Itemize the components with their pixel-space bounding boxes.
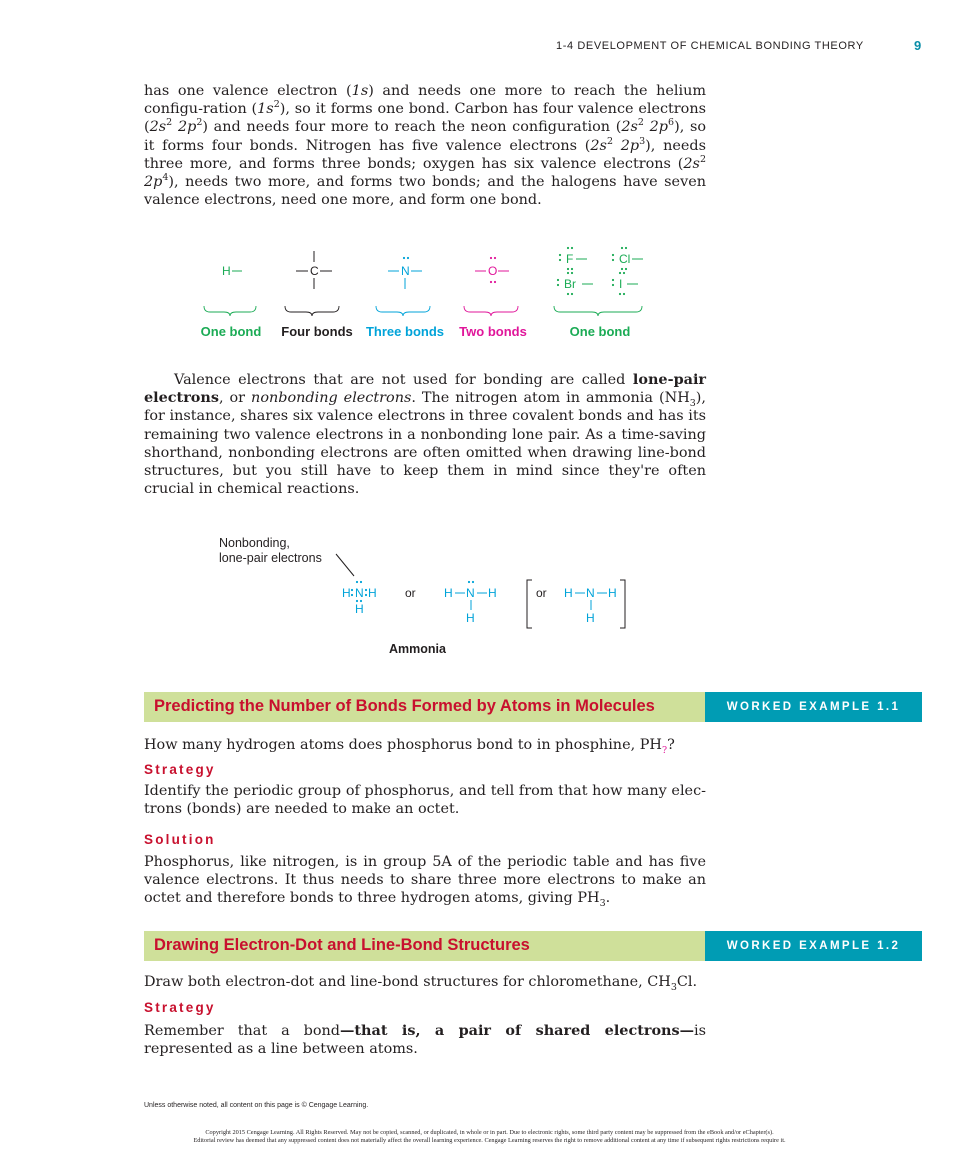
- bracket-left: [527, 580, 532, 628]
- or-2: or: [536, 586, 547, 600]
- worked-example-2-tag: WORKED EXAMPLE 1.2: [705, 931, 922, 961]
- halogen-structures: [557, 247, 643, 295]
- label-one-bond-h: One bond: [200, 324, 262, 339]
- example-2-strategy-heading: Strategy: [144, 1000, 216, 1015]
- group-braces: [204, 306, 642, 316]
- copyright-line-1: Copyright 2015 Cengage Learning. All Rights Reserved. May not be copied, scanned, or duplicated, in whole or in part. Due to electronic rights, some third party content may be suppressed from the eBook and/or eChapter(s).: [205, 1129, 774, 1136]
- example-2-question: Draw both electron-dot and line-bond structures for chloromethane, $CH_3Cl$.: [144, 974, 698, 993]
- hydrogen-structure: [222, 264, 242, 278]
- label-one-bond-halogen: One bond: [569, 324, 631, 339]
- brace-one-bond-halogen: [554, 306, 642, 316]
- brace-four-bonds: [285, 306, 339, 316]
- am-dot-h2: H: [368, 586, 377, 600]
- iodine-atom: I: [619, 277, 623, 291]
- label-four-bonds: Four bonds: [281, 324, 353, 339]
- ammonia-line-bond: [564, 586, 617, 625]
- carbon-structure: [296, 251, 332, 289]
- worked-example-2-title: Drawing Electron-Dot and Line-Bond Structures: [154, 936, 530, 954]
- example-1-question: How many hydrogen atoms does phosphorus bond to in phosphine, $PH_?$?: [144, 737, 675, 756]
- bromine-atom: Br: [564, 277, 576, 291]
- content-ownership-note: Unless otherwise noted, all content on this page is © Cengage Learning.: [144, 1102, 369, 1109]
- worked-example-1-title: Predicting the Number of Bonds Formed by Atoms in Molecules: [154, 697, 655, 715]
- oxygen-atom: O: [488, 264, 498, 278]
- page-number: 9: [914, 38, 922, 53]
- lone-pair-paragraph: Valence electrons that are not used for bonding are called lone-pair electrons, or nonbonding electrons. The nitrogen atom in ammonia $(NH_3)$, for instance, shares six valence electrons in three covalent bonds and has its remaining two valence electrons in a nonbonding lone pair. As a time-saving shorthand, nonbonding electrons are often omitted when drawing line-bond structures, but you still have to keep them in mind since they're often crucial in chemical reactions.: [144, 371, 706, 498]
- example-1-strategy-heading: Strategy: [144, 762, 216, 777]
- worked-example-1-tag: WORKED EXAMPLE 1.1: [705, 692, 922, 722]
- bracket-right: [620, 580, 625, 628]
- carbon-atom: C: [310, 264, 319, 278]
- example-1-solution-heading: Solution: [144, 832, 216, 847]
- worked-example-2-banner: [144, 931, 705, 961]
- am-l1-h1: H: [444, 586, 453, 600]
- brace-three-bonds: [376, 306, 430, 316]
- nitrogen-atom: N: [401, 264, 410, 278]
- worked-example-1-banner: [144, 692, 705, 722]
- brace-one-bond-h: [204, 306, 256, 316]
- ammonia-diagram: [330, 550, 640, 634]
- oxygen-structure: [475, 257, 509, 283]
- intro-paragraph: has one valence electron (1s) and needs one more to reach the helium configu-ration $(1s^2)$, so it forms one bond. Carbon has four valence electrons ($2s^2$ $2p^2$) and needs four more to reach the neon configuration ($2s^2$ $2p^6$), so it forms four bonds. Nitrogen has five valence electrons ($2s^2$ $2p^3$), needs three more, and forms three bonds; oxygen has six valence electrons ($2s^2$ $2p^4$), needs two more, and forms two bonds; and the halogens have seven valence electrons, need one more, and form one bond.: [144, 83, 707, 209]
- am-l1-h3: H: [466, 611, 475, 625]
- copyright-line-2: Editorial review has deemed that any suppressed content does not materially affect the overall learning experience. Cengage Learning reserves the right to remove additional content at any time if subsequent rights restrictions require it.: [193, 1137, 786, 1144]
- lone-pair-callout: Nonbonding, lone-pair electrons: [219, 536, 322, 565]
- am-dot-h1: H: [342, 586, 351, 600]
- chlorine-atom: Cl: [619, 252, 631, 266]
- bond-count-diagram: [190, 238, 690, 318]
- example-1-solution: Phosphorus, like nitrogen, is in group 5A of the periodic table and has five valence electrons. It thus needs to share three more electrons to make an octet and therefore bonds to three hydrogen atoms, giving $PH_3$.: [144, 854, 706, 910]
- label-three-bonds: Three bonds: [365, 324, 444, 339]
- am-l2-h1: H: [564, 586, 573, 600]
- ammonia-caption: Ammonia: [389, 642, 446, 656]
- example-1-strategy: Identify the periodic group of phosphorus, and tell from that how many elec-trons (bonds) are needed to make an octet.: [144, 783, 706, 818]
- ammonia-line-bond-lone-pair: [444, 581, 497, 625]
- fluorine-atom: F: [566, 252, 574, 266]
- am-l2-h3: H: [586, 611, 595, 625]
- am-l1-n: N: [466, 586, 475, 600]
- label-two-bonds: Two bonds: [459, 324, 527, 339]
- am-dot-n: N: [355, 586, 364, 600]
- am-l2-n: N: [586, 586, 595, 600]
- or-1: or: [405, 586, 416, 600]
- am-l2-h2: H: [608, 586, 617, 600]
- brace-two-bonds: [464, 306, 518, 316]
- am-dot-h3: H: [355, 602, 364, 616]
- nitrogen-structure: [388, 257, 422, 289]
- hydrogen-atom: H: [222, 264, 231, 278]
- ammonia-electron-dot: [342, 581, 377, 616]
- am-l1-h2: H: [488, 586, 497, 600]
- running-header: 1-4 DEVELOPMENT OF CHEMICAL BONDING THEORY: [556, 40, 864, 52]
- example-2-strategy: Remember that a bond—that is, a pair of shared electrons—is represented as a line between atoms.: [144, 1022, 707, 1058]
